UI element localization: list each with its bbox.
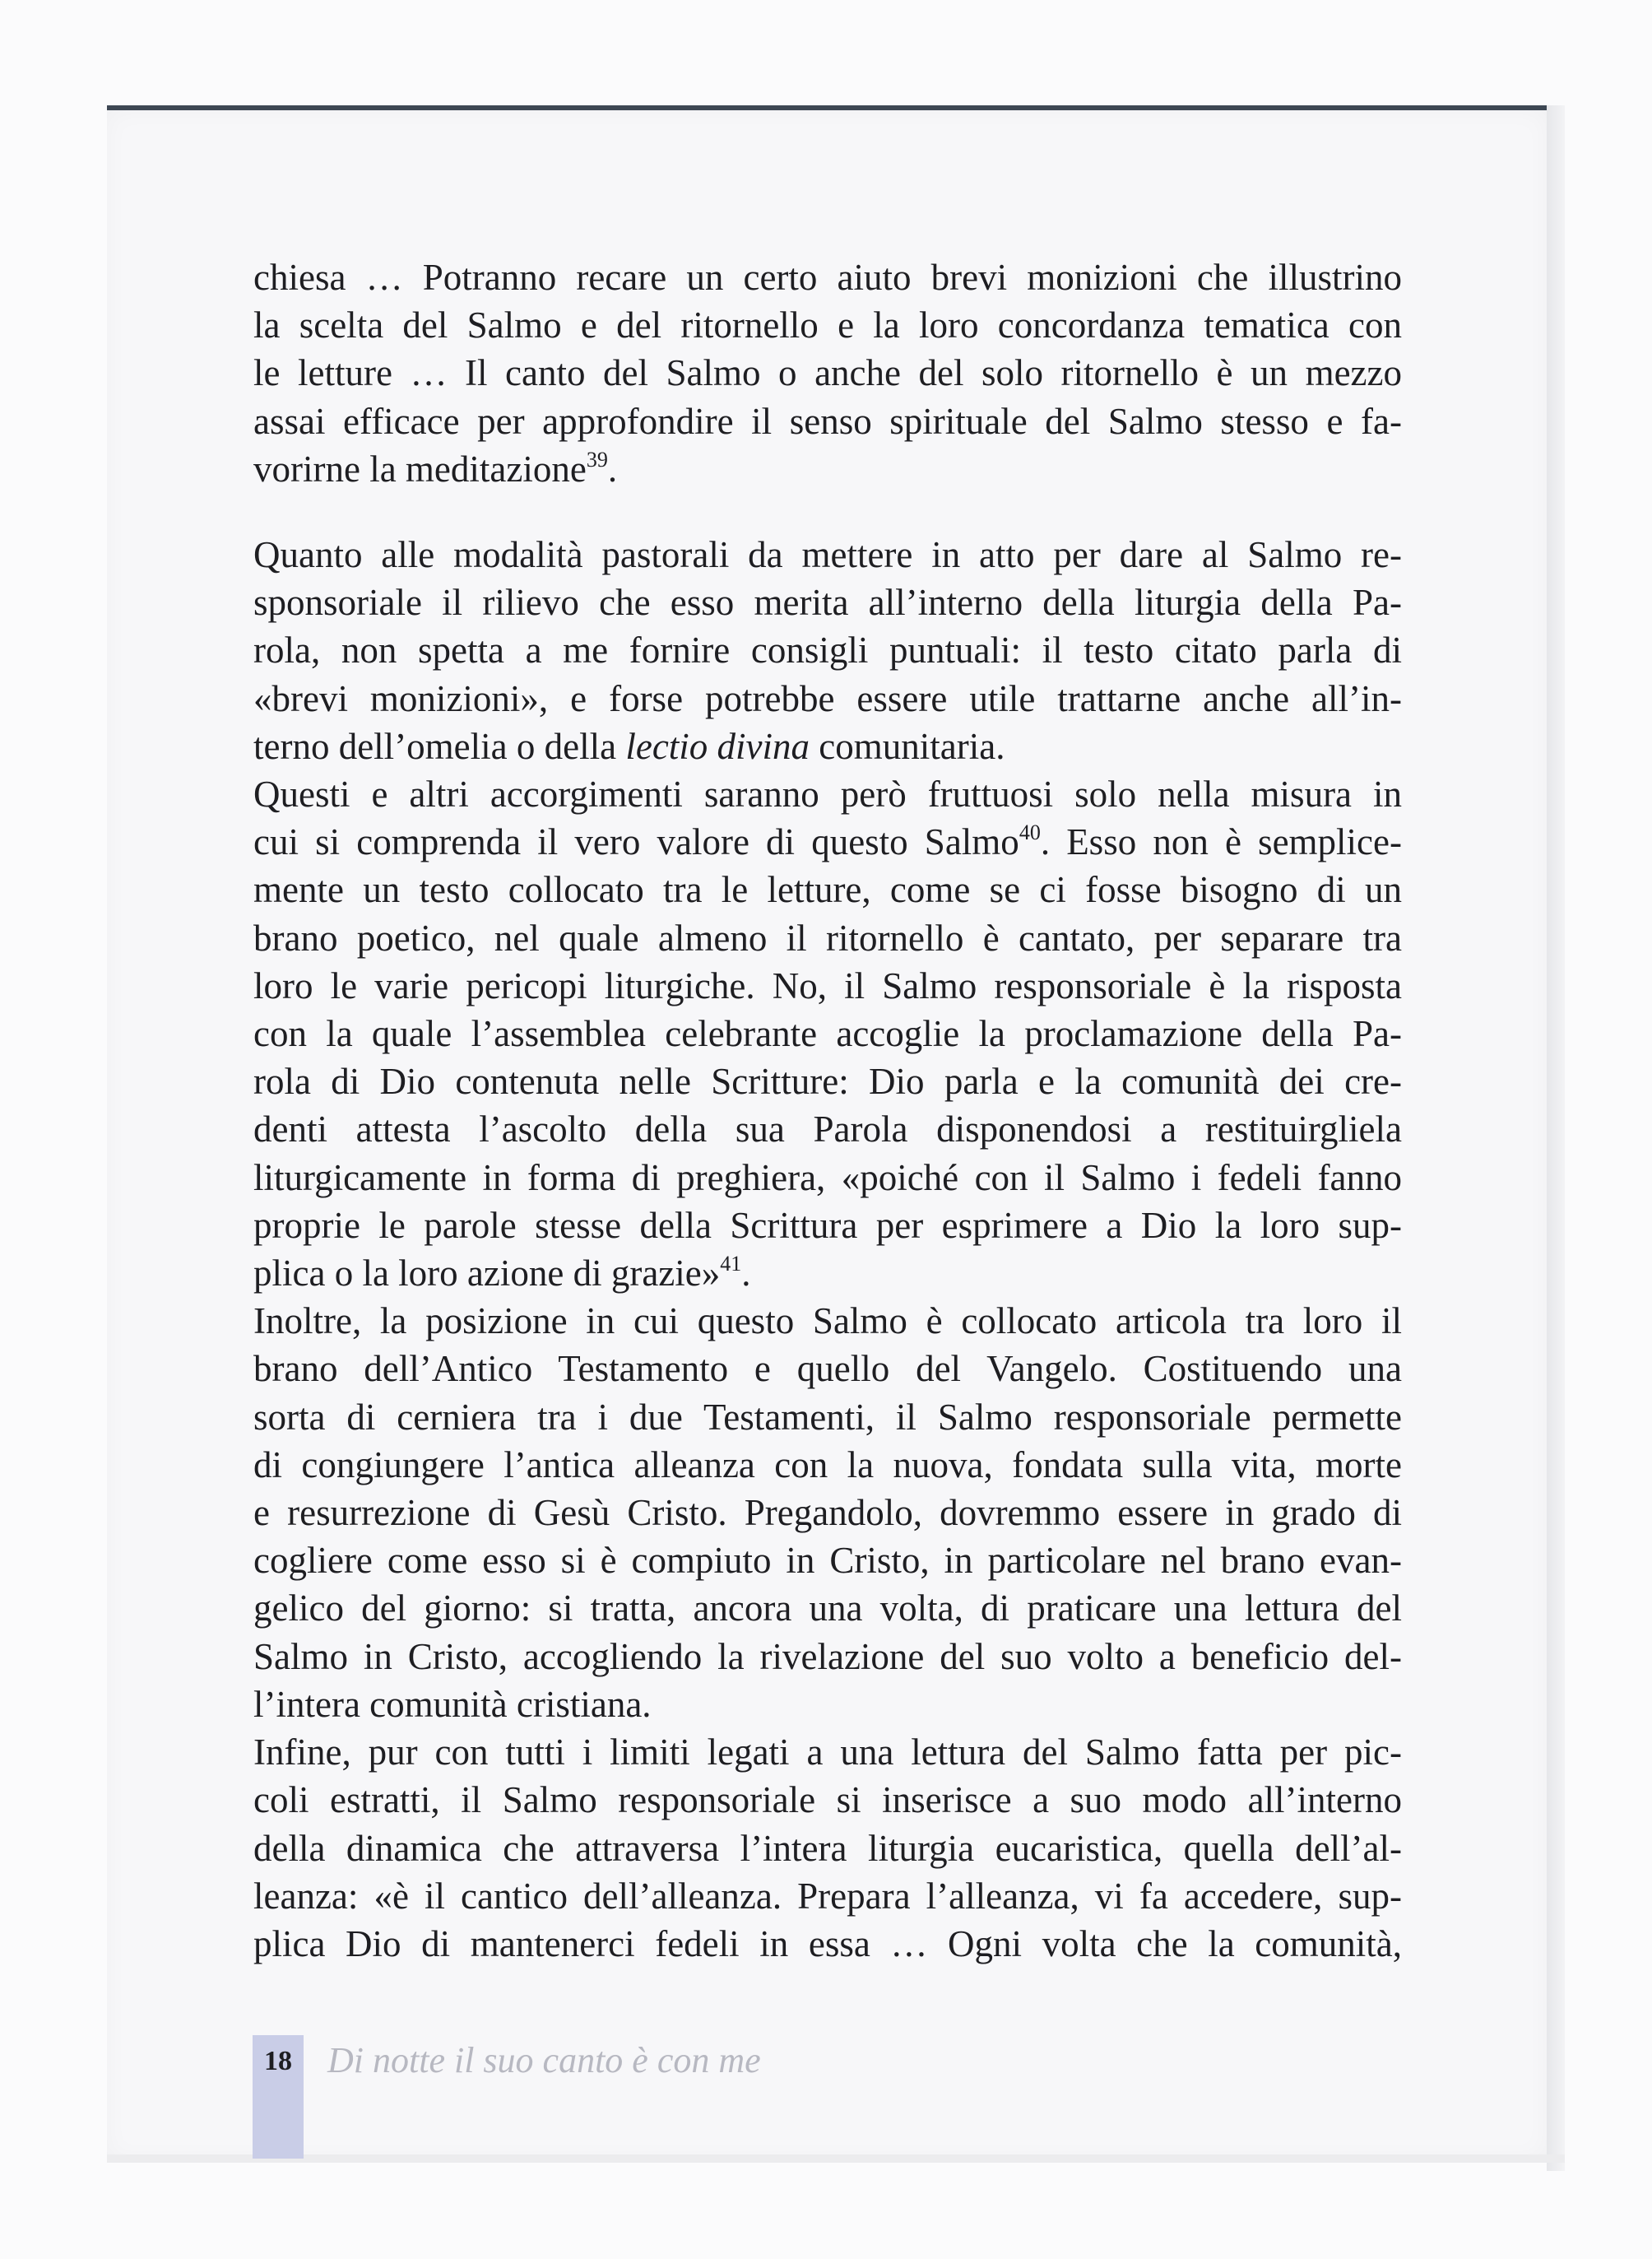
text-line: Questi e altri accorgimenti saranno però fruttuosi solo nella misura in bbox=[253, 774, 1402, 816]
text-line: Salmo in Cristo, accogliendo la rivelazione del suo volto a beneficio del- bbox=[253, 1635, 1402, 1677]
text-fragment: terno dell’omelia o della bbox=[253, 725, 626, 767]
text-fragment: . bbox=[741, 1253, 751, 1295]
text-fragment: plica o la loro azione di grazie» bbox=[253, 1253, 721, 1295]
paragraph-2 bbox=[253, 531, 1402, 770]
text-line: denti attesta l’ascolto della sua Parola disponendosi a restituirgliela bbox=[253, 1109, 1402, 1150]
text-line: Infine, pur con tutti i limiti legati a una lettura del Salmo fatta per pic- bbox=[253, 1731, 1402, 1773]
footnote-ref: 39 bbox=[586, 447, 608, 472]
text-line: sorta di cerniera tra i due Testamenti, il Salmo responsoriale permette bbox=[253, 1396, 1402, 1438]
text-line: le letture … Il canto del Salmo o anche del solo ritornello è un mezzo bbox=[253, 352, 1402, 394]
text-line: assai efficace per approfondire il senso spirituale del Salmo stesso e fa- bbox=[253, 400, 1402, 442]
paragraph-5 bbox=[253, 1728, 1402, 1968]
text-line: «brevi monizioni», e forse potrebbe essere utile trattarne anche all’in- bbox=[253, 677, 1402, 719]
text-line: brano poetico, nel quale almeno il ritornello è cantato, per separare tra bbox=[253, 917, 1402, 959]
text-line: la scelta del Salmo e del ritornello e la loro concordanza tematica con bbox=[253, 304, 1402, 346]
text-line: coli estratti, il Salmo responsoriale si inserisce a suo modo all’interno bbox=[253, 1779, 1402, 1821]
text-line: sponsoriale il rilievo che esso merita all’interno della liturgia della Pa- bbox=[253, 582, 1402, 624]
text-fragment: vorirne la meditazione bbox=[253, 448, 587, 490]
text-line: leanza: «è il cantico dell’alleanza. Prepara l’alleanza, vi fa accedere, sup- bbox=[253, 1875, 1402, 1917]
page-edge-right bbox=[1547, 105, 1565, 2171]
footnote-ref: 40 bbox=[1019, 820, 1041, 845]
page-edge-bottom bbox=[107, 2154, 1565, 2163]
text-line: mente un testo collocato tra le letture, come se ci fosse bisogno di un bbox=[253, 869, 1402, 911]
text-line: proprie le parole stesse della Scrittura per esprimere a Dio la loro sup- bbox=[253, 1204, 1402, 1246]
text-line: con la quale l’assemblea celebrante accoglie la proclamazione della Pa- bbox=[253, 1013, 1402, 1055]
text-fragment: . bbox=[607, 448, 618, 490]
text-line: plica Dio di mantenerci fedeli in essa … Ogni volta che la comunità, bbox=[253, 1922, 1402, 1964]
text-line: rola di Dio contenuta nelle Scritture: Dio parla e la comunità dei cre- bbox=[253, 1061, 1402, 1103]
text-line: di congiungere l’antica alleanza con la nuova, fondata sulla vita, morte bbox=[253, 1443, 1402, 1485]
text-line bbox=[253, 1249, 1402, 1297]
text-line: Quanto alle modalità pastorali da mettere in atto per dare al Salmo re- bbox=[253, 534, 1402, 576]
paragraph-1 bbox=[253, 253, 1402, 493]
text-line: l’intera comunità cristiana. bbox=[253, 1683, 652, 1725]
paragraph-3 bbox=[253, 770, 1402, 1297]
text-line: chiesa … Potranno recare un certo aiuto brevi monizioni che illustrino bbox=[253, 257, 1402, 298]
text-line bbox=[253, 445, 1402, 493]
text-line: rola, non spetta a me fornire consigli puntuali: il testo citato parla di bbox=[253, 630, 1402, 672]
text-fragment: comunitaria. bbox=[810, 725, 1005, 767]
text-fragment: cui si comprenda il vero valore di questo Salmo bbox=[253, 821, 1019, 863]
italic-term: lectio divina bbox=[625, 725, 810, 767]
text-line: brano dell’Antico Testamento e quello del Vangelo. Costituendo una bbox=[253, 1348, 1402, 1390]
footnote-ref: 41 bbox=[720, 1252, 742, 1276]
text-line: gelico del giorno: si tratta, ancora una volta, di praticare una lettura del bbox=[253, 1587, 1402, 1629]
text-line: liturgicamente in forma di preghiera, «poiché con il Salmo i fedeli fanno bbox=[253, 1156, 1402, 1198]
running-title: Di notte il suo canto è con me bbox=[327, 2040, 761, 2080]
text-line: loro le varie pericopi liturgiche. No, il Salmo responsoriale è la risposta bbox=[253, 964, 1402, 1006]
text-line bbox=[253, 818, 1402, 866]
paragraph-4 bbox=[253, 1297, 1402, 1728]
page-number: 18 bbox=[264, 2046, 292, 2076]
text-line bbox=[253, 723, 1402, 770]
text-line: cogliere come esso si è compiuto in Cristo, in particolare nel brano evan- bbox=[253, 1540, 1402, 1582]
text-line: della dinamica che attraversa l’intera liturgia eucaristica, quella dell’al- bbox=[253, 1827, 1402, 1869]
text-line: e resurrezione di Gesù Cristo. Pregandolo, dovremmo essere in grado di bbox=[253, 1492, 1402, 1534]
body-text bbox=[253, 253, 1402, 1968]
text-fragment: . Esso non è semplice- bbox=[1040, 821, 1402, 863]
text-line: Inoltre, la posizione in cui questo Salmo è collocato articola tra loro il bbox=[253, 1300, 1402, 1342]
